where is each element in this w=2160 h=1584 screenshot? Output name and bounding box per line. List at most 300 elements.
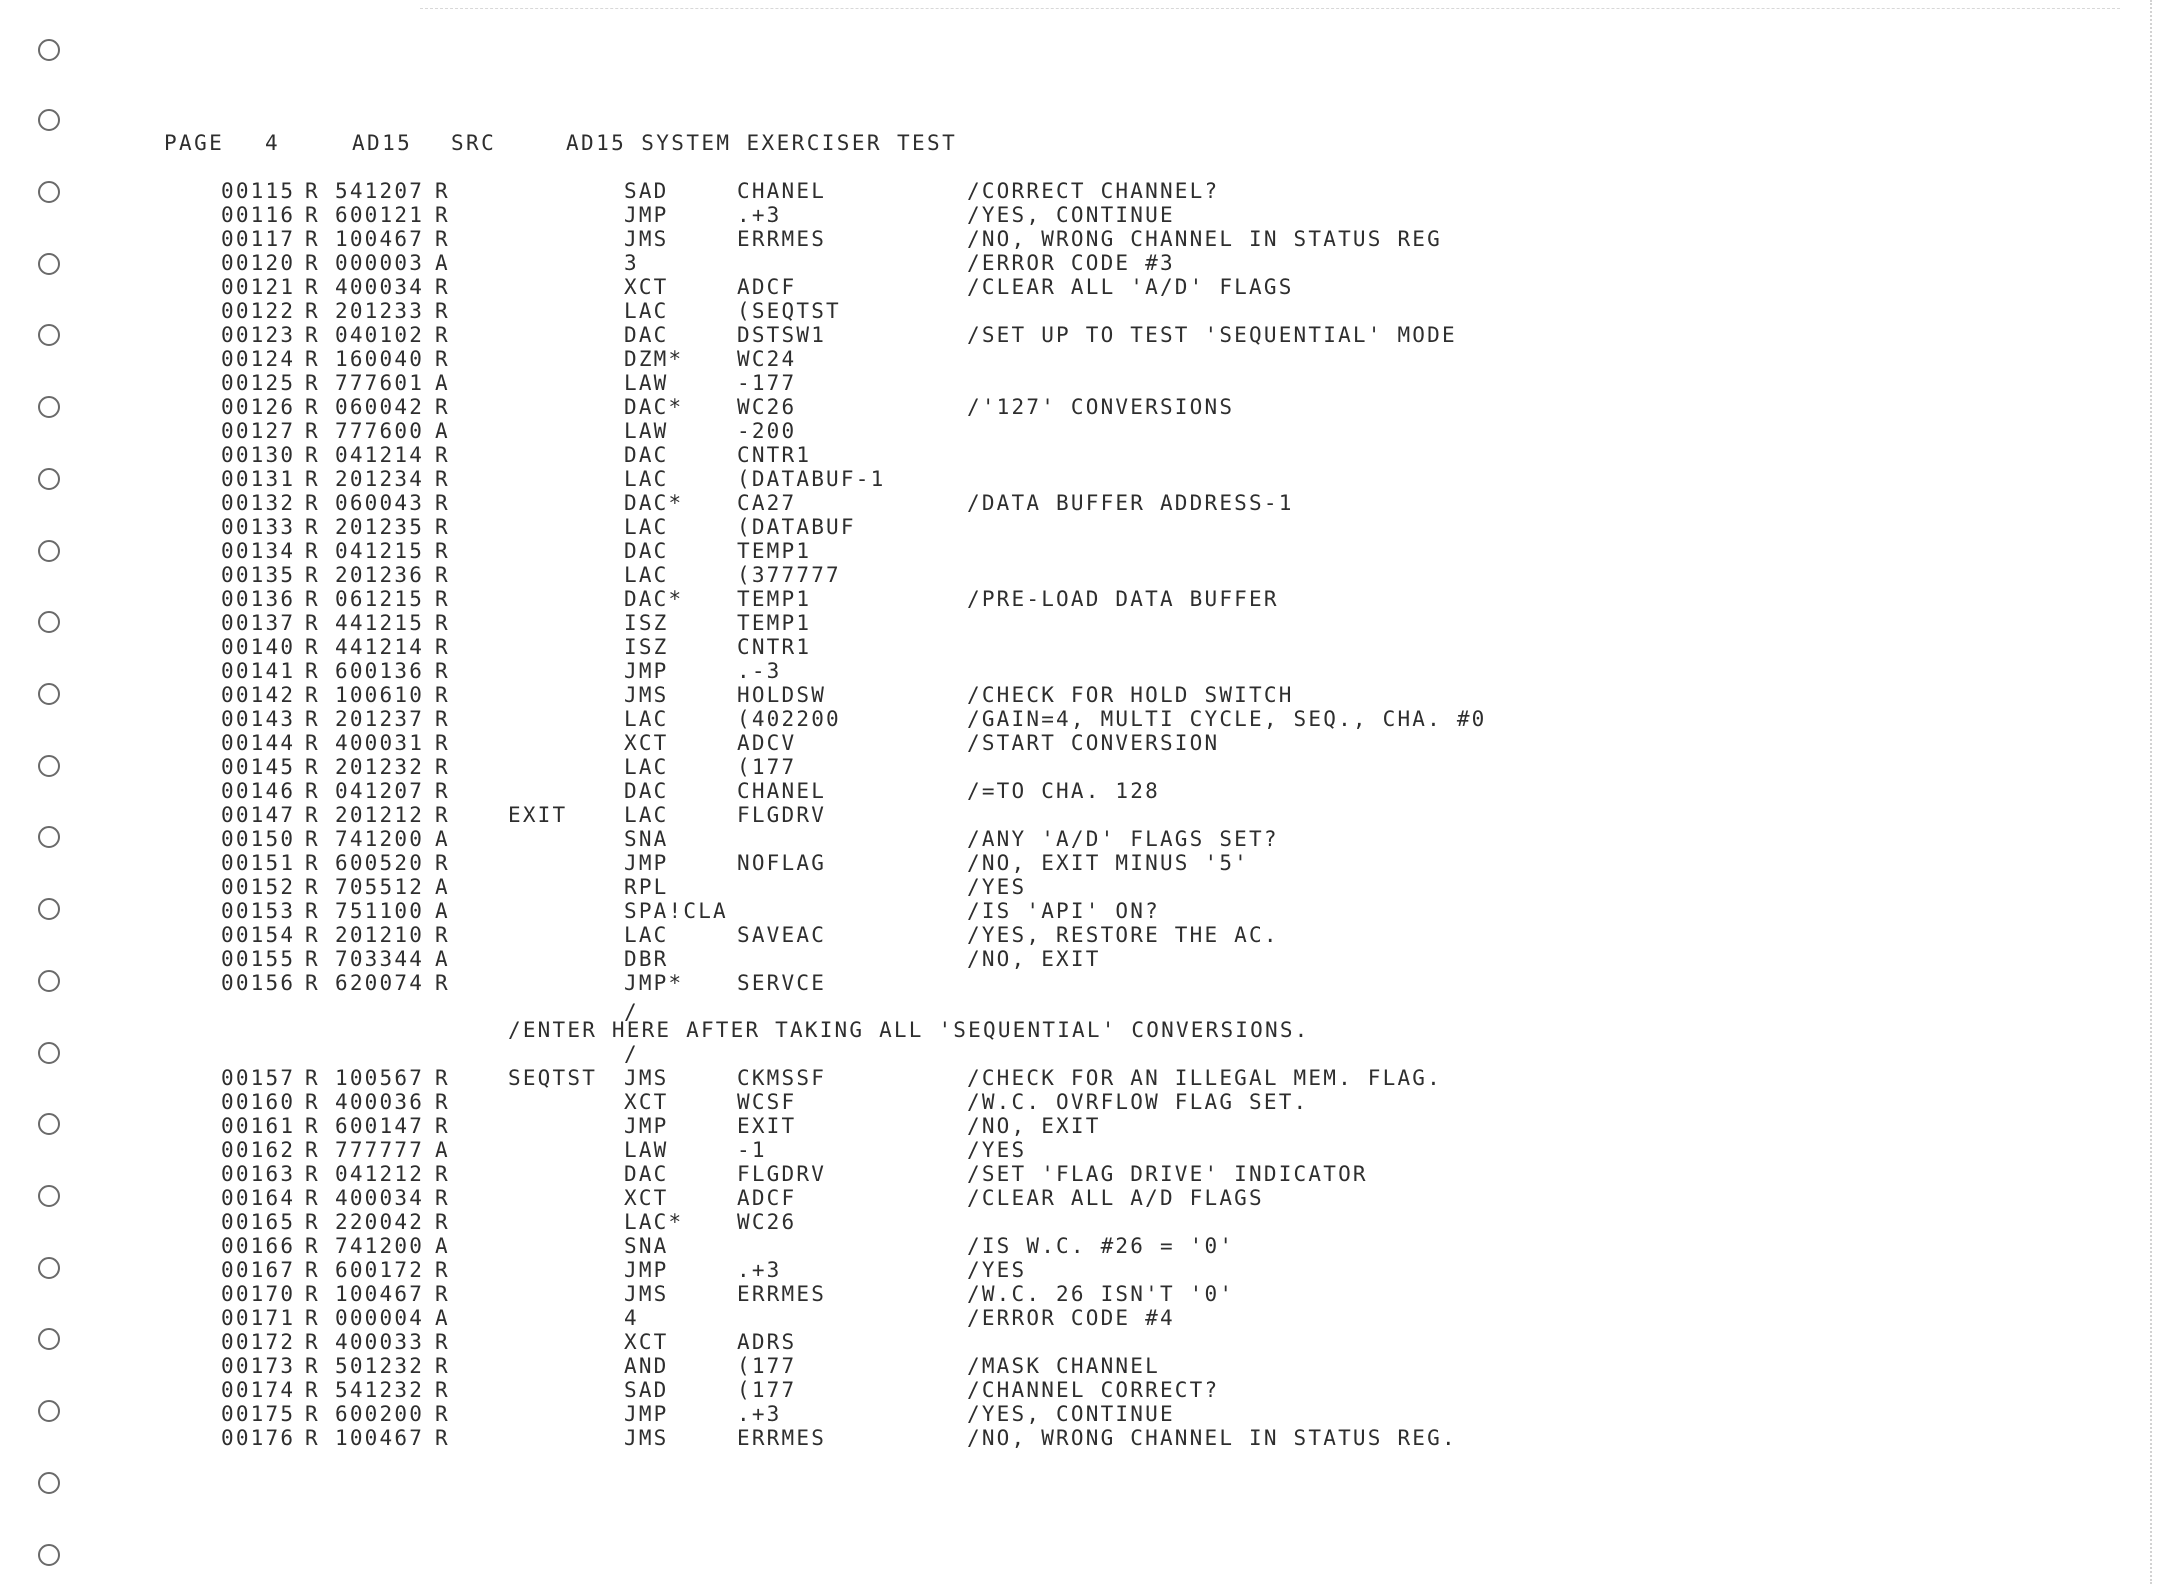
tear-edge-line xyxy=(420,8,2120,9)
feed-hole-icon xyxy=(38,611,60,633)
operand: CKMSSF xyxy=(737,1066,827,1090)
operand-flag: R xyxy=(435,1402,450,1426)
address: 00127 xyxy=(221,419,296,443)
line-comment: /YES, CONTINUE xyxy=(967,1402,1175,1426)
address: 00156 xyxy=(221,971,296,995)
machine-code: 041207 xyxy=(335,779,425,803)
machine-code: 705512 xyxy=(335,875,425,899)
line-comment: /YES xyxy=(967,875,1027,899)
operand: WC26 xyxy=(737,1210,797,1234)
line-comment: /CHECK FOR AN ILLEGAL MEM. FLAG. xyxy=(967,1066,1442,1090)
address: 00116 xyxy=(221,203,296,227)
operand-flag: R xyxy=(435,803,450,827)
operand-flag: R xyxy=(435,731,450,755)
feed-hole-icon xyxy=(38,1042,60,1064)
operand-flag: R xyxy=(435,683,450,707)
address: 00147 xyxy=(221,803,296,827)
address: 00173 xyxy=(221,1354,296,1378)
operand-flag: R xyxy=(435,635,450,659)
relocation-flag: R xyxy=(305,1378,320,1402)
operand: -1 xyxy=(737,1138,767,1162)
address: 00136 xyxy=(221,587,296,611)
relocation-flag: R xyxy=(305,587,320,611)
machine-code: 600147 xyxy=(335,1114,425,1138)
operand-flag: R xyxy=(435,539,450,563)
line-comment: /CORRECT CHANNEL? xyxy=(967,179,1220,203)
opcode: JMP xyxy=(624,203,669,227)
opcode: LAW xyxy=(624,1138,669,1162)
address: 00170 xyxy=(221,1282,296,1306)
machine-code: 201212 xyxy=(335,803,425,827)
relocation-flag: R xyxy=(305,755,320,779)
operand-flag: R xyxy=(435,491,450,515)
paper-edge xyxy=(2150,0,2152,1584)
opcode: JMS xyxy=(624,1282,669,1306)
feed-hole-icon xyxy=(38,755,60,777)
operand-flag: R xyxy=(435,923,450,947)
line-comment: /W.C. OVRFLOW FLAG SET. xyxy=(967,1090,1309,1114)
relocation-flag: R xyxy=(305,803,320,827)
feed-hole-icon xyxy=(38,1113,60,1135)
operand: (DATABUF xyxy=(737,515,856,539)
operand: CA27 xyxy=(737,491,797,515)
relocation-flag: R xyxy=(305,1162,320,1186)
relocation-flag: R xyxy=(305,395,320,419)
relocation-flag: R xyxy=(305,539,320,563)
operand: SAVEAC xyxy=(737,923,827,947)
machine-code: 400033 xyxy=(335,1330,425,1354)
machine-code: 751100 xyxy=(335,899,425,923)
operand-flag: A xyxy=(435,827,450,851)
machine-code: 220042 xyxy=(335,1210,425,1234)
address: 00151 xyxy=(221,851,296,875)
opcode: DAC xyxy=(624,323,669,347)
address: 00126 xyxy=(221,395,296,419)
machine-code: 777777 xyxy=(335,1138,425,1162)
operand-flag: A xyxy=(435,875,450,899)
address: 00166 xyxy=(221,1234,296,1258)
address: 00165 xyxy=(221,1210,296,1234)
address: 00125 xyxy=(221,371,296,395)
relocation-flag: R xyxy=(305,563,320,587)
relocation-flag: R xyxy=(305,971,320,995)
operand-flag: R xyxy=(435,1114,450,1138)
machine-code: 040102 xyxy=(335,323,425,347)
opcode: XCT xyxy=(624,1090,669,1114)
operand: (DATABUF-1 xyxy=(737,467,886,491)
operand: .-3 xyxy=(737,659,782,683)
address: 00152 xyxy=(221,875,296,899)
operand-flag: R xyxy=(435,611,450,635)
address: 00174 xyxy=(221,1378,296,1402)
address: 00160 xyxy=(221,1090,296,1114)
line-comment: /NO, EXIT MINUS '5' xyxy=(967,851,1250,875)
line-comment: /'127' CONVERSIONS xyxy=(967,395,1235,419)
address: 00171 xyxy=(221,1306,296,1330)
relocation-flag: R xyxy=(305,419,320,443)
machine-code: 100467 xyxy=(335,1282,425,1306)
address: 00131 xyxy=(221,467,296,491)
relocation-flag: R xyxy=(305,1306,320,1330)
line-comment: /CHANNEL CORRECT? xyxy=(967,1378,1220,1402)
relocation-flag: R xyxy=(305,1090,320,1114)
operand: ADRS xyxy=(737,1330,797,1354)
operand-flag: A xyxy=(435,371,450,395)
operand: FLGDRV xyxy=(737,803,827,827)
machine-code: 400034 xyxy=(335,275,425,299)
operand-flag: A xyxy=(435,1234,450,1258)
machine-code: 741200 xyxy=(335,1234,425,1258)
operand-flag: R xyxy=(435,515,450,539)
address: 00146 xyxy=(221,779,296,803)
operand-flag: R xyxy=(435,1090,450,1114)
operand-flag: R xyxy=(435,1282,450,1306)
operand-flag: R xyxy=(435,755,450,779)
opcode: JMS xyxy=(624,683,669,707)
address: 00134 xyxy=(221,539,296,563)
machine-code: 600200 xyxy=(335,1402,425,1426)
relocation-flag: R xyxy=(305,851,320,875)
line-comment: /GAIN=4, MULTI CYCLE, SEQ., CHA. #0 xyxy=(967,707,1487,731)
machine-code: 703344 xyxy=(335,947,425,971)
machine-code: 441215 xyxy=(335,611,425,635)
relocation-flag: R xyxy=(305,179,320,203)
operand-flag: A xyxy=(435,251,450,275)
machine-code: 600121 xyxy=(335,203,425,227)
relocation-flag: R xyxy=(305,491,320,515)
address: 00172 xyxy=(221,1330,296,1354)
operand: EXIT xyxy=(737,1114,797,1138)
line-comment: /YES xyxy=(967,1258,1027,1282)
address: 00161 xyxy=(221,1114,296,1138)
machine-code: 100467 xyxy=(335,1426,425,1450)
operand: CHANEL xyxy=(737,779,827,803)
opcode: JMP xyxy=(624,1258,669,1282)
right-feed-margin xyxy=(2070,0,2160,1584)
listing-kind: SRC xyxy=(451,131,497,155)
relocation-flag: R xyxy=(305,779,320,803)
machine-code: 100567 xyxy=(335,1066,425,1090)
opcode: JMP xyxy=(624,659,669,683)
opcode: LAC xyxy=(624,467,669,491)
feed-hole-icon xyxy=(38,898,60,920)
relocation-flag: R xyxy=(305,1258,320,1282)
opcode: RPL xyxy=(624,875,669,899)
address: 00133 xyxy=(221,515,296,539)
opcode: DAC* xyxy=(624,491,684,515)
address: 00141 xyxy=(221,659,296,683)
machine-code: 777601 xyxy=(335,371,425,395)
relocation-flag: R xyxy=(305,371,320,395)
address: 00164 xyxy=(221,1186,296,1210)
opcode: XCT xyxy=(624,731,669,755)
line-comment: /NO, EXIT xyxy=(967,947,1101,971)
feed-hole-icon xyxy=(38,396,60,418)
operand-flag: R xyxy=(435,1426,450,1450)
machine-code: 400036 xyxy=(335,1090,425,1114)
opcode: DAC xyxy=(624,539,669,563)
machine-code: 201234 xyxy=(335,467,425,491)
opcode: LAC xyxy=(624,755,669,779)
line-comment: /NO, WRONG CHANNEL IN STATUS REG xyxy=(967,227,1442,251)
relocation-flag: R xyxy=(305,467,320,491)
opcode: JMS xyxy=(624,227,669,251)
machine-code: 060042 xyxy=(335,395,425,419)
opcode: SAD xyxy=(624,1378,669,1402)
opcode: DAC* xyxy=(624,395,684,419)
relocation-flag: R xyxy=(305,947,320,971)
opcode: LAC xyxy=(624,803,669,827)
page-number: 4 xyxy=(265,131,281,155)
address: 00124 xyxy=(221,347,296,371)
relocation-flag: R xyxy=(305,899,320,923)
feed-hole-icon xyxy=(38,1328,60,1350)
comment-slash: / xyxy=(624,1042,639,1066)
line-comment: /SET 'FLAG DRIVE' INDICATOR xyxy=(967,1162,1368,1186)
relocation-flag: R xyxy=(305,1330,320,1354)
operand-flag: R xyxy=(435,347,450,371)
operand: (177 xyxy=(737,1354,797,1378)
operand: NOFLAG xyxy=(737,851,827,875)
line-comment: /YES, CONTINUE xyxy=(967,203,1175,227)
operand: (177 xyxy=(737,1378,797,1402)
operand-flag: R xyxy=(435,179,450,203)
operand-flag: A xyxy=(435,1138,450,1162)
opcode: XCT xyxy=(624,275,669,299)
operand: HOLDSW xyxy=(737,683,827,707)
relocation-flag: R xyxy=(305,1234,320,1258)
opcode: 4 xyxy=(624,1306,639,1330)
opcode: AND xyxy=(624,1354,669,1378)
relocation-flag: R xyxy=(305,1066,320,1090)
address: 00154 xyxy=(221,923,296,947)
operand: TEMP1 xyxy=(737,587,812,611)
feed-hole-icon xyxy=(38,970,60,992)
machine-code: 160040 xyxy=(335,347,425,371)
operand-flag: R xyxy=(435,851,450,875)
opcode: LAC* xyxy=(624,1210,684,1234)
address: 00120 xyxy=(221,251,296,275)
opcode: SNA xyxy=(624,827,669,851)
operand-flag: R xyxy=(435,227,450,251)
operand: .+3 xyxy=(737,1402,782,1426)
address: 00153 xyxy=(221,899,296,923)
address: 00143 xyxy=(221,707,296,731)
opcode: LAW xyxy=(624,419,669,443)
opcode: ISZ xyxy=(624,635,669,659)
feed-hole-icon xyxy=(38,540,60,562)
address: 00142 xyxy=(221,683,296,707)
opcode: ISZ xyxy=(624,611,669,635)
address: 00115 xyxy=(221,179,296,203)
feed-hole-icon xyxy=(38,1185,60,1207)
machine-code: 041215 xyxy=(335,539,425,563)
opcode: DZM* xyxy=(624,347,684,371)
machine-code: 201235 xyxy=(335,515,425,539)
machine-code: 600520 xyxy=(335,851,425,875)
operand: ADCV xyxy=(737,731,797,755)
opcode: SAD xyxy=(624,179,669,203)
machine-code: 441214 xyxy=(335,635,425,659)
line-comment: /SET UP TO TEST 'SEQUENTIAL' MODE xyxy=(967,323,1457,347)
machine-code: 041214 xyxy=(335,443,425,467)
relocation-flag: R xyxy=(305,827,320,851)
relocation-flag: R xyxy=(305,707,320,731)
machine-code: 501232 xyxy=(335,1354,425,1378)
operand-flag: R xyxy=(435,1162,450,1186)
symbol-label: SEQTST xyxy=(508,1066,598,1090)
address: 00163 xyxy=(221,1162,296,1186)
line-comment: /NO, EXIT xyxy=(967,1114,1101,1138)
line-comment: /YES, RESTORE THE AC. xyxy=(967,923,1279,947)
machine-code: 741200 xyxy=(335,827,425,851)
feed-hole-icon xyxy=(38,1544,60,1566)
feed-hole-icon xyxy=(38,109,60,131)
machine-code: 400034 xyxy=(335,1186,425,1210)
address: 00144 xyxy=(221,731,296,755)
address: 00137 xyxy=(221,611,296,635)
operand: WC24 xyxy=(737,347,797,371)
module-name: AD15 xyxy=(352,131,413,155)
relocation-flag: R xyxy=(305,443,320,467)
operand: -177 xyxy=(737,371,797,395)
address: 00176 xyxy=(221,1426,296,1450)
operand: (177 xyxy=(737,755,797,779)
operand-flag: A xyxy=(435,947,450,971)
relocation-flag: R xyxy=(305,875,320,899)
relocation-flag: R xyxy=(305,1138,320,1162)
opcode: JMS xyxy=(624,1066,669,1090)
operand: DSTSW1 xyxy=(737,323,827,347)
feed-hole-icon xyxy=(38,253,60,275)
operand: ADCF xyxy=(737,275,797,299)
feed-hole-icon xyxy=(38,683,60,705)
operand-flag: R xyxy=(435,443,450,467)
opcode: 3 xyxy=(624,251,639,275)
relocation-flag: R xyxy=(305,1426,320,1450)
feed-hole-icon xyxy=(38,324,60,346)
operand-flag: A xyxy=(435,419,450,443)
line-comment: /NO, WRONG CHANNEL IN STATUS REG. xyxy=(967,1426,1457,1450)
operand: ERRMES xyxy=(737,227,827,251)
line-comment: /=TO CHA. 128 xyxy=(967,779,1160,803)
line-comment: /ERROR CODE #3 xyxy=(967,251,1175,275)
machine-code: 201233 xyxy=(335,299,425,323)
address: 00145 xyxy=(221,755,296,779)
opcode: LAC xyxy=(624,515,669,539)
page-title: AD15 SYSTEM EXERCISER TEST xyxy=(566,131,958,155)
address: 00175 xyxy=(221,1402,296,1426)
opcode: SPA!CLA xyxy=(624,899,728,923)
opcode: DAC xyxy=(624,443,669,467)
line-comment: /ERROR CODE #4 xyxy=(967,1306,1175,1330)
address: 00132 xyxy=(221,491,296,515)
relocation-flag: R xyxy=(305,227,320,251)
machine-code: 041212 xyxy=(335,1162,425,1186)
line-comment: /DATA BUFFER ADDRESS-1 xyxy=(967,491,1294,515)
operand-flag: R xyxy=(435,467,450,491)
relocation-flag: R xyxy=(305,1186,320,1210)
address: 00162 xyxy=(221,1138,296,1162)
operand: .+3 xyxy=(737,203,782,227)
relocation-flag: R xyxy=(305,1354,320,1378)
operand-flag: A xyxy=(435,1306,450,1330)
opcode: JMP xyxy=(624,851,669,875)
machine-code: 600136 xyxy=(335,659,425,683)
opcode: DAC xyxy=(624,1162,669,1186)
operand: SERVCE xyxy=(737,971,827,995)
opcode: JMP xyxy=(624,1114,669,1138)
operand: TEMP1 xyxy=(737,611,812,635)
relocation-flag: R xyxy=(305,1282,320,1306)
line-comment: /IS W.C. #26 = '0' xyxy=(967,1234,1235,1258)
relocation-flag: R xyxy=(305,659,320,683)
machine-code: 777600 xyxy=(335,419,425,443)
line-comment: /IS 'API' ON? xyxy=(967,899,1160,923)
feed-hole-icon xyxy=(38,1472,60,1494)
symbol-label: EXIT xyxy=(508,803,568,827)
operand-flag: R xyxy=(435,779,450,803)
opcode: LAC xyxy=(624,563,669,587)
address: 00123 xyxy=(221,323,296,347)
operand: TEMP1 xyxy=(737,539,812,563)
line-comment: /PRE-LOAD DATA BUFFER xyxy=(967,587,1279,611)
opcode: JMS xyxy=(624,1426,669,1450)
feed-hole-icon xyxy=(38,181,60,203)
address: 00167 xyxy=(221,1258,296,1282)
line-comment: /CLEAR ALL A/D FLAGS xyxy=(967,1186,1264,1210)
machine-code: 100467 xyxy=(335,227,425,251)
line-comment: /W.C. 26 ISN'T '0' xyxy=(967,1282,1235,1306)
feed-hole-icon xyxy=(38,1400,60,1422)
operand-flag: R xyxy=(435,971,450,995)
operand: CHANEL xyxy=(737,179,827,203)
feed-hole-icon xyxy=(38,468,60,490)
comment-slash: / xyxy=(624,1000,639,1024)
operand: WCSF xyxy=(737,1090,797,1114)
machine-code: 000003 xyxy=(335,251,425,275)
feed-hole-icon xyxy=(38,1257,60,1279)
feed-hole-icon xyxy=(38,39,60,61)
machine-code: 060043 xyxy=(335,491,425,515)
machine-code: 620074 xyxy=(335,971,425,995)
operand: .+3 xyxy=(737,1258,782,1282)
machine-code: 100610 xyxy=(335,683,425,707)
operand: -200 xyxy=(737,419,797,443)
operand: (402200 xyxy=(737,707,841,731)
relocation-flag: R xyxy=(305,635,320,659)
page-label: PAGE xyxy=(164,131,225,155)
machine-code: 541232 xyxy=(335,1378,425,1402)
opcode: DAC* xyxy=(624,587,684,611)
operand-flag: R xyxy=(435,1186,450,1210)
operand-flag: A xyxy=(435,899,450,923)
relocation-flag: R xyxy=(305,299,320,323)
operand-flag: R xyxy=(435,323,450,347)
relocation-flag: R xyxy=(305,683,320,707)
relocation-flag: R xyxy=(305,923,320,947)
line-comment: /START CONVERSION xyxy=(967,731,1220,755)
line-comment: /CLEAR ALL 'A/D' FLAGS xyxy=(967,275,1294,299)
operand-flag: R xyxy=(435,299,450,323)
operand-flag: R xyxy=(435,1066,450,1090)
operand: ADCF xyxy=(737,1186,797,1210)
relocation-flag: R xyxy=(305,251,320,275)
address: 00135 xyxy=(221,563,296,587)
opcode: JMP xyxy=(624,1402,669,1426)
relocation-flag: R xyxy=(305,1114,320,1138)
relocation-flag: R xyxy=(305,611,320,635)
